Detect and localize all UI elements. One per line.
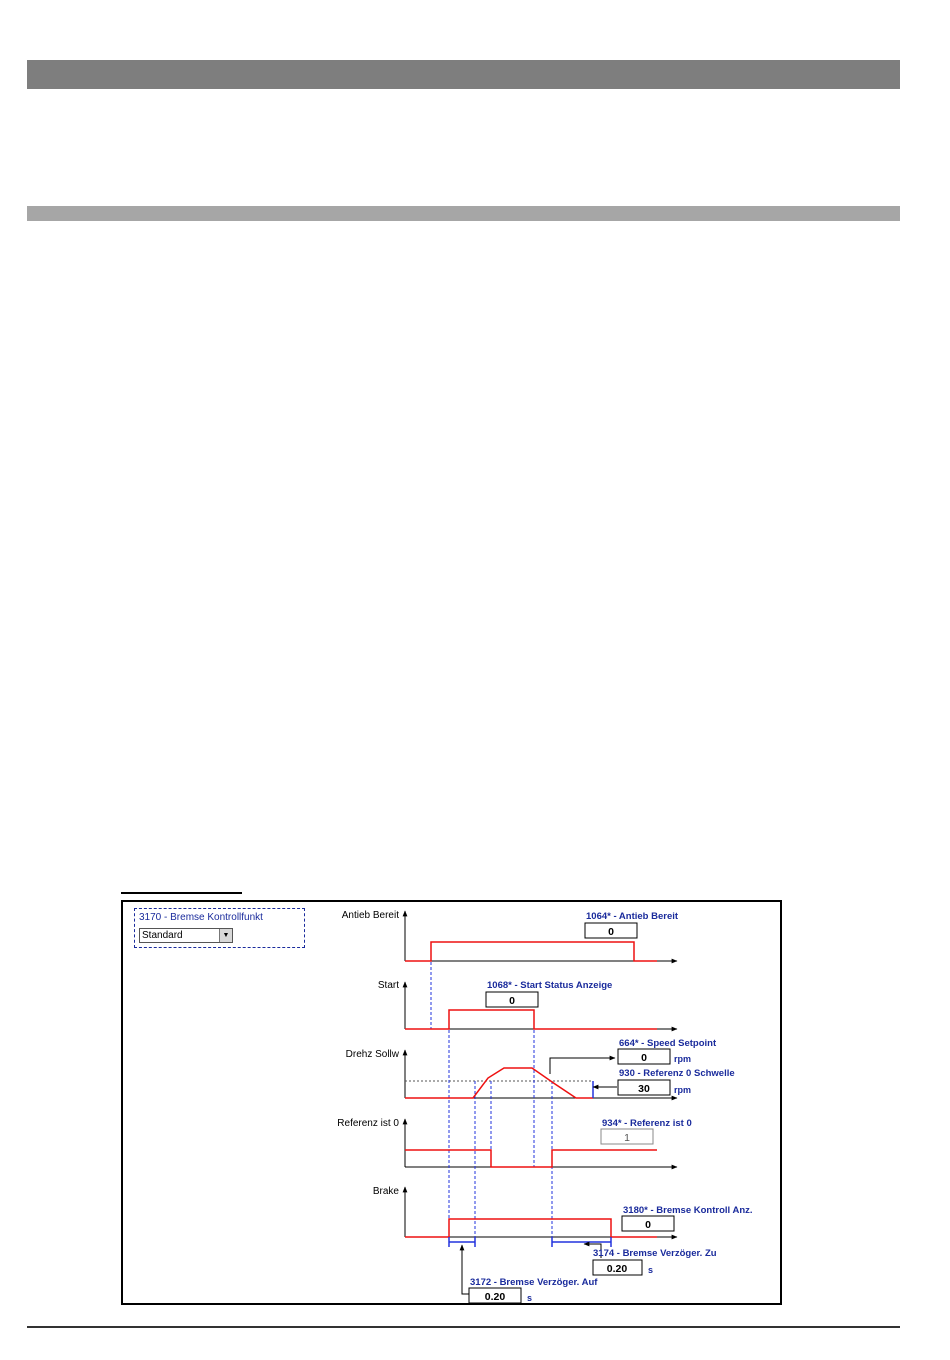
signal-label-start: Start: [377, 980, 399, 991]
param-3174-label: 3174 - Bremse Verzöger. Zu: [593, 1248, 717, 1259]
trace-drehz-sollw: [405, 1068, 593, 1098]
signal-label-referenz-ist-0: Referenz ist 0: [337, 1118, 399, 1129]
param-3180-label: 3180* - Bremse Kontroll Anz.: [623, 1205, 753, 1216]
param-664-unit: rpm: [674, 1054, 692, 1064]
param-1068-value: 0: [509, 995, 515, 1007]
chevron-down-icon[interactable]: ▼: [219, 929, 232, 942]
trace-brake: [405, 1219, 657, 1237]
signal-label-brake: Brake: [372, 1186, 399, 1197]
param-934-value: 1: [624, 1132, 630, 1144]
brake-function-title: 3170 - Bremse Kontrollfunkt: [139, 912, 263, 923]
param-930-label: 930 - Referenz 0 Schwelle: [619, 1068, 735, 1079]
param-930-unit: rpm: [674, 1085, 692, 1095]
param-664-label: 664* - Speed Setpoint: [619, 1038, 717, 1049]
param-3174-value: 0.20: [606, 1263, 628, 1275]
header-bar: [27, 60, 900, 89]
param-1064-value: 0: [608, 926, 614, 938]
param-1064-label: 1064* - Antieb Bereit: [586, 911, 679, 922]
signal-label-drehz-sollw: Drehz Sollw: [345, 1049, 399, 1060]
brake-timing-diagram: [121, 900, 782, 1305]
param-930-value: 30: [638, 1083, 650, 1095]
param-934-label: 934* - Referenz ist 0: [602, 1118, 692, 1129]
figure-caption-underline: [121, 892, 242, 894]
param-664-value: 0: [641, 1052, 647, 1064]
trace-start: [405, 1010, 657, 1029]
param-3172-label: 3172 - Bremse Verzöger. Auf: [470, 1277, 598, 1288]
param-3180-value: 0: [645, 1219, 651, 1231]
footer-rule: [27, 1326, 900, 1328]
param-1068-label: 1068* - Start Status Anzeige: [487, 980, 613, 991]
trace-antieb-bereit: [405, 942, 657, 961]
section-bar: [27, 206, 900, 221]
delay-brackets: [449, 1081, 611, 1247]
param-3172-unit: s: [527, 1293, 533, 1303]
trace-referenz-ist-0: [405, 1150, 657, 1167]
signal-label-antieb-bereit: Antieb Bereit: [341, 910, 399, 921]
param-3174-unit: s: [648, 1265, 654, 1275]
param-3172-value: 0.20: [484, 1291, 506, 1303]
brake-function-value: Standard: [142, 930, 183, 941]
timing-chart: [123, 902, 784, 1307]
